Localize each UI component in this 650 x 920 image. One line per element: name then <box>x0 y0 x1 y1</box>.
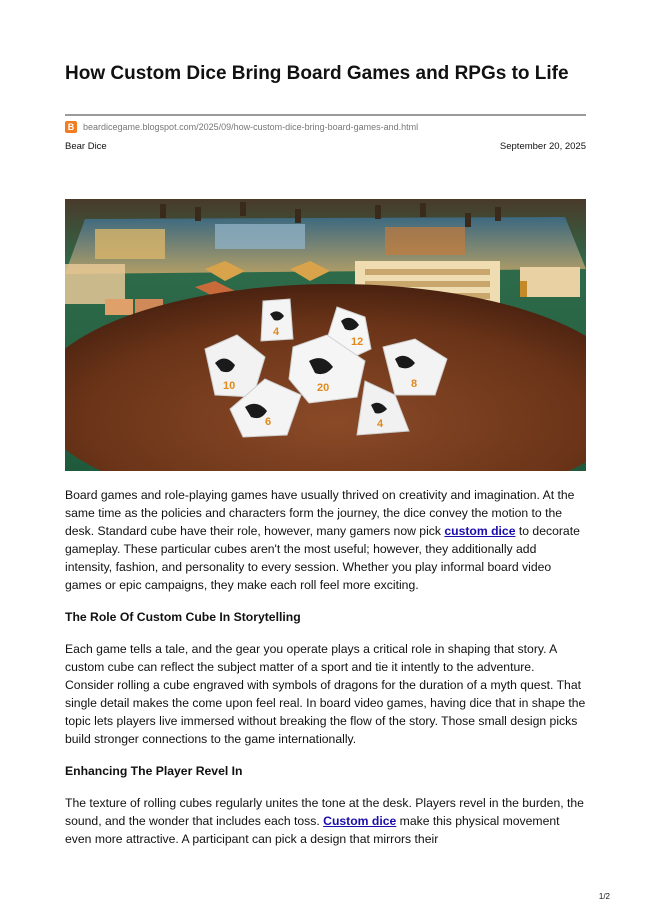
intro-paragraph <box>65 486 586 594</box>
custom-dice-link[interactable]: custom dice <box>444 524 516 538</box>
player-text-before: The texture of rolling cubes regularly unites the tone at the desk. Players revel in the burden, the sound, and the wonder that includes each toss. <box>65 796 584 828</box>
svg-text:12: 12 <box>351 336 364 348</box>
source-url[interactable]: beardicegame.blogspot.com/2025/09/how-custom-dice-bring-board-games-and.html <box>83 122 419 132</box>
publish-date: September 20, 2025 <box>499 141 586 152</box>
article-title: How Custom Dice Bring Board Games and RPGs to Life <box>65 63 569 84</box>
custom-dice-link-2[interactable]: Custom dice <box>323 814 397 828</box>
section-heading-player-experience: Enhancing The Player Revel In <box>65 764 243 778</box>
source-url-row <box>65 120 418 134</box>
player-text-after: make this physical movement even more attractive. A participant can pick a design that mirrors their <box>65 814 560 846</box>
intro-text-after: to decorate gameplay. These particular cubes aren't the most useful; however, they additionally add intensity, fashion, and personality to every session. Whether you play informal board video games or epic campaigns, they make each roll feel more exciting. <box>65 524 580 592</box>
player-experience-paragraph <box>65 794 586 848</box>
svg-text:10: 10 <box>223 380 236 392</box>
hero-image <box>65 199 586 471</box>
author-name: Bear Dice <box>65 141 107 152</box>
intro-text-before: Board games and role-playing games have usually thrived on creativity and imagination. At the same time as the policies and characters form the journey, the dice convey the motion to the desk. Standard cube have their role, however, many gamers now pick <box>65 488 575 538</box>
blogger-icon <box>65 121 77 133</box>
section-heading-storytelling: The Role Of Custom Cube In Storytelling <box>65 610 301 624</box>
favicon-letter: B <box>67 121 75 132</box>
svg-text:4: 4 <box>273 326 280 338</box>
page-number: 1/2 <box>598 892 610 901</box>
svg-text:8: 8 <box>411 378 418 390</box>
svg-text:20: 20 <box>317 382 330 394</box>
storytelling-paragraph: Each game tells a tale, and the gear you operate plays a critical role in shaping that story. A custom cube can reflect the subject matter of a sport and tie it intently to the adventure. Consider rolling a cube engraved with symbols of dragons for the duration of a myth quest. That single detail makes the come upon feel real. In board video games, having dice that in shape the topic lets players live immersed without breaking the flow of the story. Those small design picks build stronger connections to the game internationally. <box>65 642 586 746</box>
article-body <box>65 486 586 862</box>
svg-text:4: 4 <box>377 418 384 430</box>
svg-text:6: 6 <box>265 416 272 428</box>
title-divider <box>65 114 586 116</box>
